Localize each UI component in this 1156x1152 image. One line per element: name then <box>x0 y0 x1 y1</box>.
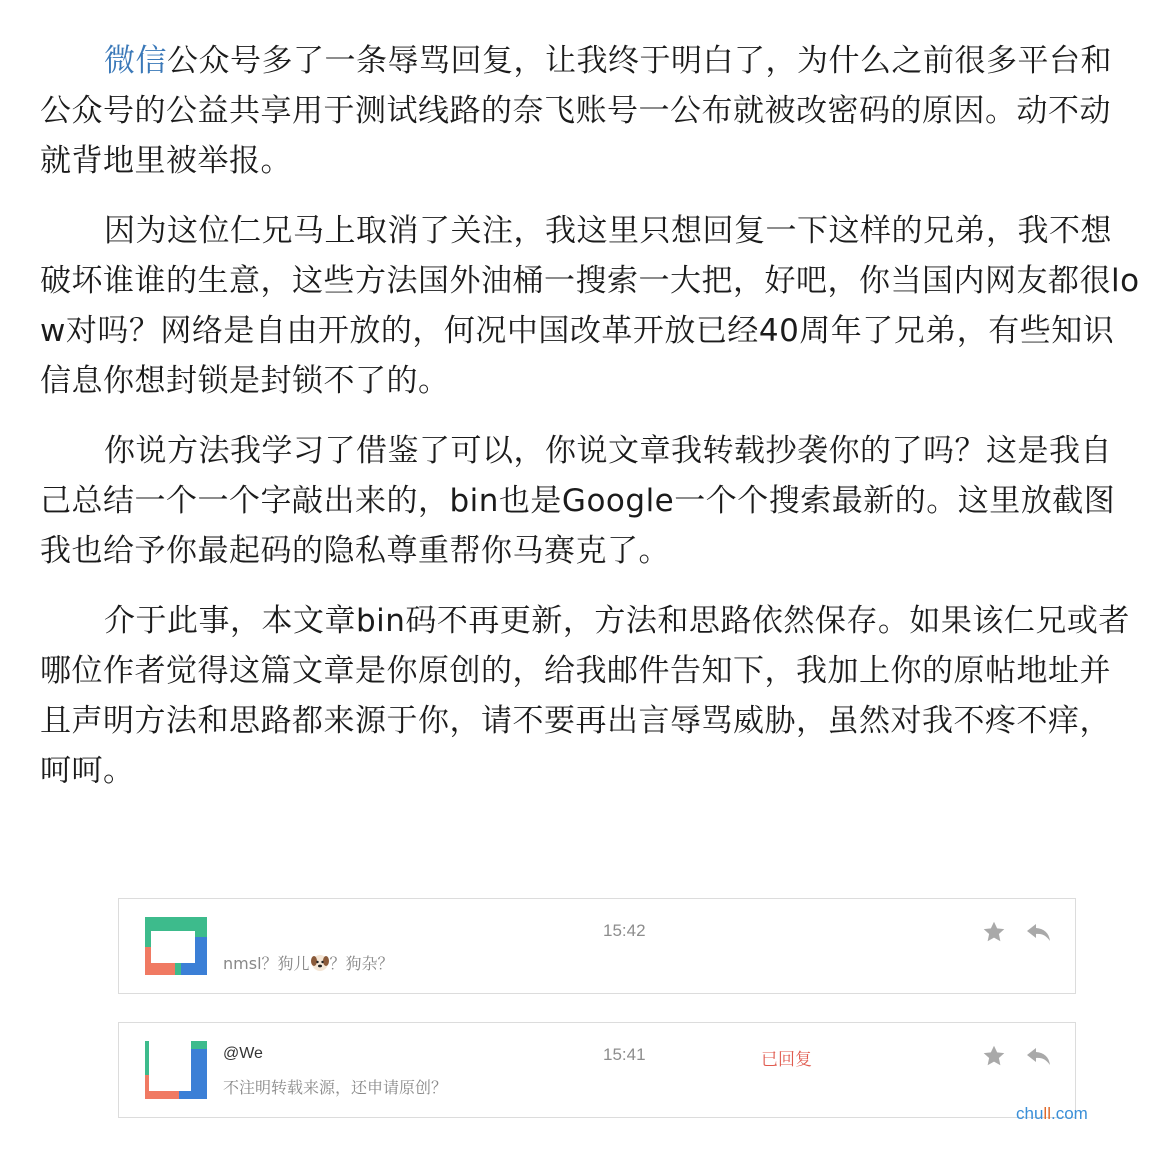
message-card[interactable] <box>118 1022 1076 1118</box>
message-snippet <box>223 951 394 974</box>
watermark-part: .com <box>1050 1104 1088 1123</box>
avatar-icon <box>145 917 207 975</box>
replied-status-badge: 已回复 <box>761 1050 812 1070</box>
message-card[interactable] <box>118 898 1076 994</box>
star-icon[interactable] <box>981 1043 1007 1069</box>
watermark-part: ll <box>1043 1104 1051 1123</box>
avatar-icon <box>145 1041 207 1099</box>
snippet-part: nmsl？狗儿 <box>223 954 310 973</box>
paragraph-2: 因为这位仁兄马上取消了关注，我这里只想回复一下这样的兄弟，我不想破坏谁谁的生意，这些方法国外油桶一搜索一大把，好吧，你当国内网友都很low对吗？网络是自由开放的，何况中国改革开放已经40周年了兄弟，有些知识信息你想封锁是封锁不了的。 <box>40 213 1140 399</box>
paragraph-3: 你说方法我学习了借鉴了可以，你说文章我转载抄袭你的了吗？这是我自己总结一个一个字敲出来的，bin也是Google一个个搜索最新的。这里放截图我也给予你最起码的隐私尊重帮你马赛克了。 <box>40 433 1116 569</box>
snippet-part: ？狗杂？ <box>329 954 394 973</box>
paragraph-1-text: 公众号多了一条辱骂回复，让我终于明白了，为什么之前很多平台和公众号的公益共享用于测试线路的奈飞账号一公布就被改密码的原因。动不动就背地里被举报。 <box>40 43 1112 179</box>
paragraph-4: 介于此事，本文章bin码不再更新，方法和思路依然保存。如果该仁兄或者哪位作者觉得这篇文章是你原创的，给我邮件告知下，我加上你的原帖地址并且声明方法和思路都来源于你，请不要再出言辱骂威胁，虽然对我不疼不痒，呵呵。 <box>40 603 1130 789</box>
dog-emoji-icon <box>310 953 330 973</box>
reply-icon[interactable] <box>1025 1043 1053 1069</box>
article-body <box>40 36 1140 816</box>
star-icon[interactable] <box>981 919 1007 945</box>
wechat-link[interactable]: 微信 <box>104 43 167 79</box>
paragraph-1 <box>40 36 1140 186</box>
message-time: 15:42 <box>603 921 646 940</box>
watermark-part: chu <box>1016 1104 1044 1123</box>
message-time: 15:41 <box>603 1045 646 1064</box>
reply-icon[interactable] <box>1025 919 1053 945</box>
sender-name: @We <box>223 1045 263 1062</box>
message-snippet: 不注明转载来源，还申请原创？ <box>223 1078 448 1097</box>
site-watermark <box>1016 1104 1088 1124</box>
